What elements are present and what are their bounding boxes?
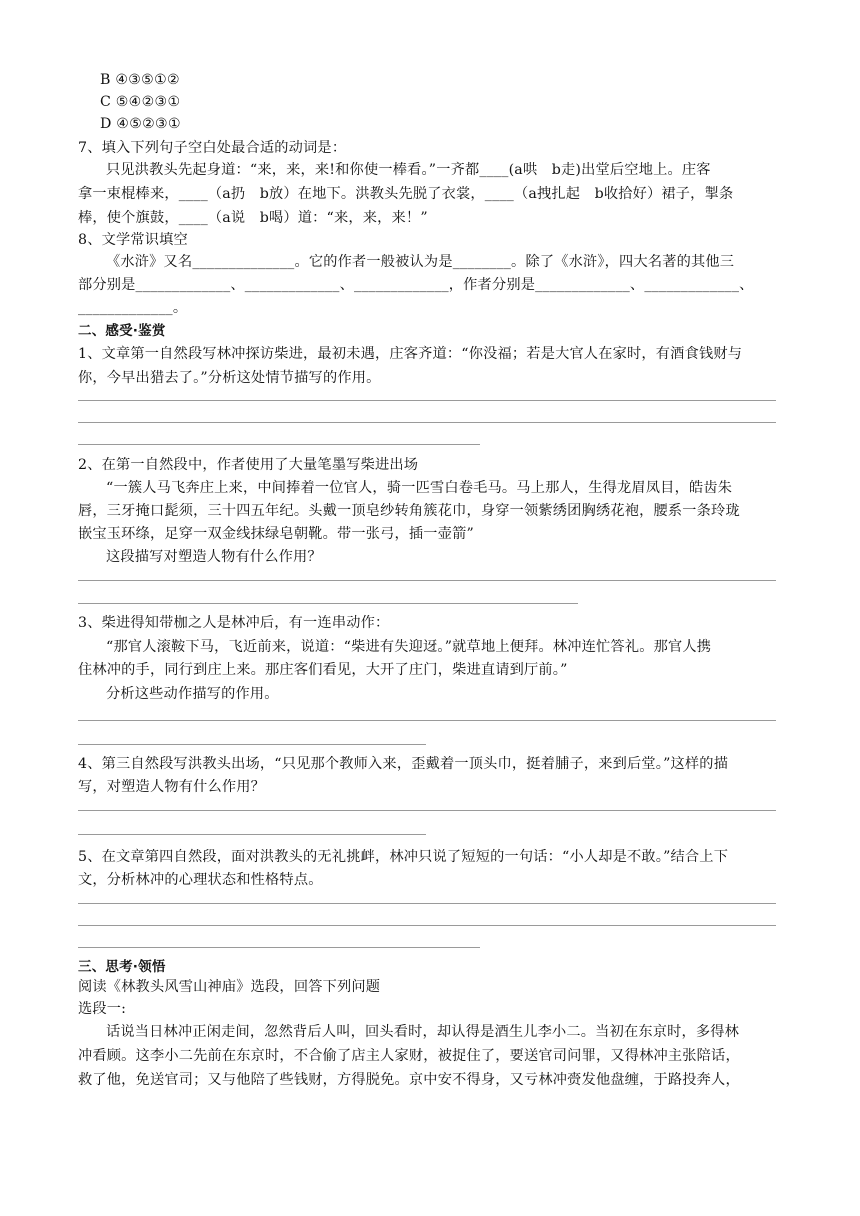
q7-title: 7、填入下列句子空白处最合适的动词是： bbox=[78, 140, 347, 156]
answer-line[interactable] bbox=[78, 400, 776, 401]
section3-intro: 阅读《林教头风雪山神庙》选段，回答下列问题 bbox=[78, 979, 381, 995]
s2-q1-line-2: 你，今早出猎去了。”分析这处情节描写的作用。 bbox=[78, 370, 381, 386]
s2-q1-line-1: 1、文章第一自然段写林冲探访柴进，最初未遇，庄客齐道：“你没福；若是大官人在家时，有酒食钱财与 bbox=[78, 346, 743, 362]
answer-line[interactable] bbox=[78, 720, 776, 721]
s2-q4-line-2: 写，对塑造人物有什么作用？ bbox=[78, 779, 266, 795]
s2-q3-line-3: 住林冲的手，同行到庄上来。那庄客们看见，大开了庄门，柴进直请到厅前。” bbox=[78, 662, 568, 678]
s2-q3-line-4: 分析这些动作描写的作用。 bbox=[106, 686, 279, 702]
answer-line[interactable] bbox=[78, 744, 426, 745]
s2-q3-line-2: “那官人滚鞍下马，飞近前来，说道：“柴进有失迎迓。”就草地上便拜。林冲连忙答礼。那官人携 bbox=[106, 639, 712, 655]
q8-line-3: _____________。 bbox=[78, 300, 188, 316]
s2-q2-line-5: 这段描写对塑造人物有什么作用？ bbox=[106, 549, 322, 565]
answer-line[interactable] bbox=[78, 603, 578, 604]
s2-q5-line-2: 文，分析林冲的心理状态和性格特点。 bbox=[78, 872, 323, 888]
s2-q2-line-2: “一簇人马飞奔庄上来，中间捧着一位官人，骑一匹雪白卷毛马。马上那人，生得龙眉凤目，皓齿朱 bbox=[106, 480, 733, 496]
q7-line-1: 只见洪教头先起身道：“来，来，来!和你使一棒看。”一齐都____(a哄 b走)出堂后空地上。庄客 bbox=[106, 162, 711, 178]
q8-line-1: 《水浒》又名______________。它的作者一般被认为是________。除了《水浒》，四大名著的其他三 bbox=[106, 254, 735, 270]
answer-line[interactable] bbox=[78, 444, 480, 445]
s2-q2-line-4: 嵌宝玉环绦，足穿一双金线抹绿皂朝靴。带一张弓，插一壶箭” bbox=[78, 526, 474, 542]
s2-q4-line-1: 4、第三自然段写洪教头出场，“只见那个教师入来，歪戴着一顶头巾，挺着脯子，来到后堂。”这样的描 bbox=[78, 756, 729, 772]
answer-line[interactable] bbox=[78, 925, 776, 926]
s2-q3-line-1: 3、柴进得知带枷之人是林冲后，有一连串动作： bbox=[78, 615, 390, 631]
q7-line-3: 棒，使个旗鼓，____（a说 b喝）道：“来，来，来！” bbox=[78, 210, 428, 226]
s2-q5-line-1: 5、在文章第四自然段，面对洪教头的无礼挑衅，林冲只说了短短的一句话：“小人却是不敢。”结合上下 bbox=[78, 849, 729, 865]
q7-line-2: 拿一束棍棒来，____（a扔 b放）在地下。洪教头先脱了衣裳，____（a拽扎起 b收拾好）裙子，掣条 bbox=[78, 186, 734, 202]
excerpt-label: 选段一: bbox=[78, 1001, 127, 1017]
s2-q2-line-1: 2、在第一自然段中，作者使用了大量笔墨写柴进出场 bbox=[78, 457, 419, 473]
section3-heading: 三、思考·领悟 bbox=[78, 959, 166, 975]
option-d: D ④⑤②③① bbox=[100, 116, 181, 132]
answer-line[interactable] bbox=[78, 903, 776, 904]
q8-line-2: 部分别是_____________、_____________、_____________，作者分别是_____________、_____________、 bbox=[78, 277, 754, 293]
option-b: B ④③⑤①② bbox=[100, 72, 180, 88]
excerpt-line-2: 冲看顾。这李小二先前在东京时，不合偷了店主人家财，被捉住了，要送官司问罪，又得林冲主张陪话， bbox=[78, 1048, 740, 1064]
excerpt-line-3: 救了他，免送官司；又与他陪了些钱财，方得脱免。京中安不得身，又亏林冲赍发他盘缠，于路投奔人， bbox=[78, 1072, 740, 1088]
answer-line[interactable] bbox=[78, 947, 480, 948]
answer-line[interactable] bbox=[78, 810, 776, 811]
section2-heading: 二、感受·鉴赏 bbox=[78, 323, 166, 339]
q8-title: 8、文学常识填空 bbox=[78, 232, 188, 248]
excerpt-line-1: 话说当日林冲正闲走间，忽然背后人叫，回头看时，却认得是酒生儿李小二。当初在东京时，多得林 bbox=[106, 1024, 740, 1040]
answer-line[interactable] bbox=[78, 580, 776, 581]
s2-q2-line-3: 唇，三牙掩口髭须，三十四五年纪。头戴一顶皂纱转角簇花巾，身穿一领紫绣团胸绣花袍，腰系一条玲珑 bbox=[78, 503, 740, 519]
option-c: C ⑤④②③① bbox=[100, 94, 181, 110]
answer-line[interactable] bbox=[78, 834, 426, 835]
answer-line[interactable] bbox=[78, 422, 776, 423]
